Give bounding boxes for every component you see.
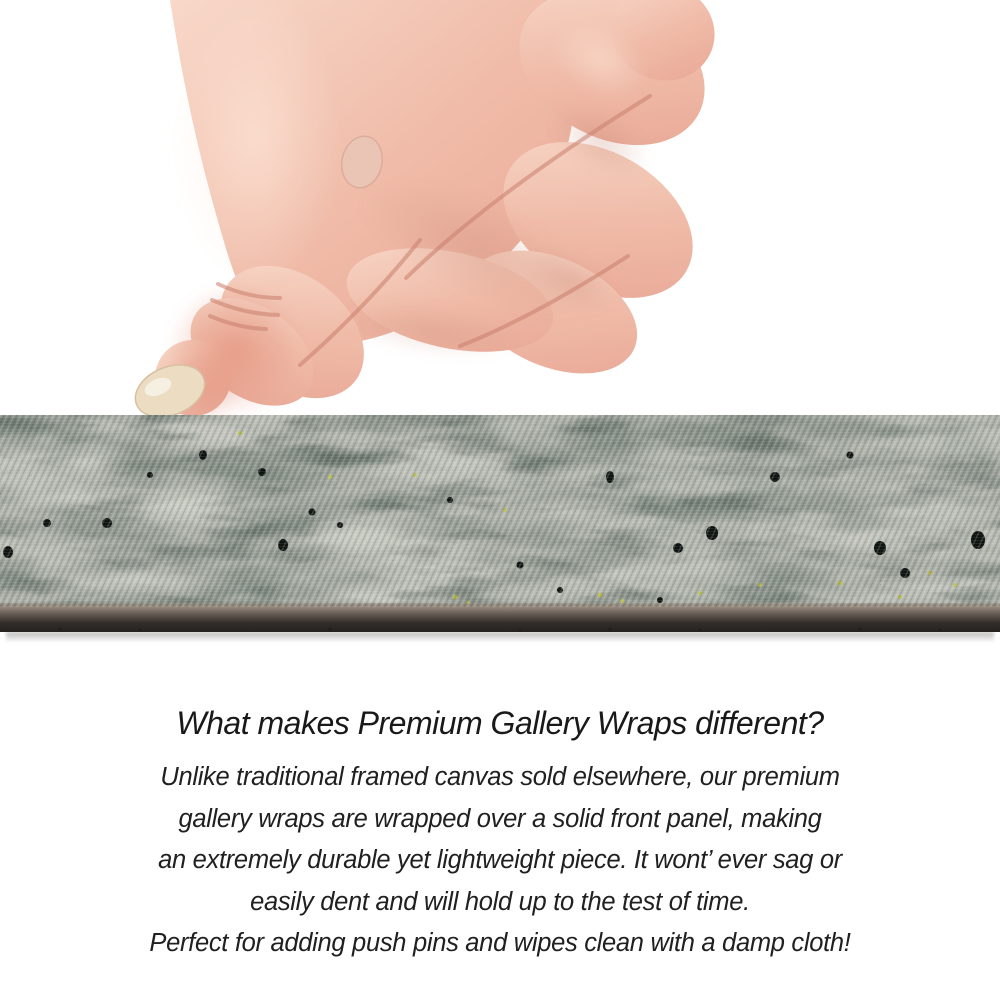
body-line: gallery wraps are wrapped over a solid front panel, making	[178, 804, 822, 833]
hand-photo	[0, 0, 1000, 445]
body-line: easily dent and will hold up to the test of time.	[250, 887, 750, 916]
canvas-texture	[0, 415, 1000, 607]
canvas-strip	[0, 415, 1000, 632]
body-line: Perfect for adding push pins and wipes clean with a damp cloth!	[149, 929, 851, 957]
strip-shadow	[6, 632, 994, 642]
body-line: an extremely durable yet lightweight piece. It wont’ ever sag or	[158, 846, 842, 874]
panel-edge	[0, 603, 1000, 632]
body-copy	[0, 757, 1000, 965]
body-line: Unlike traditional framed canvas sold elsewhere, our premium	[160, 763, 840, 791]
headline: What makes Premium Gallery Wraps different?	[176, 705, 824, 741]
